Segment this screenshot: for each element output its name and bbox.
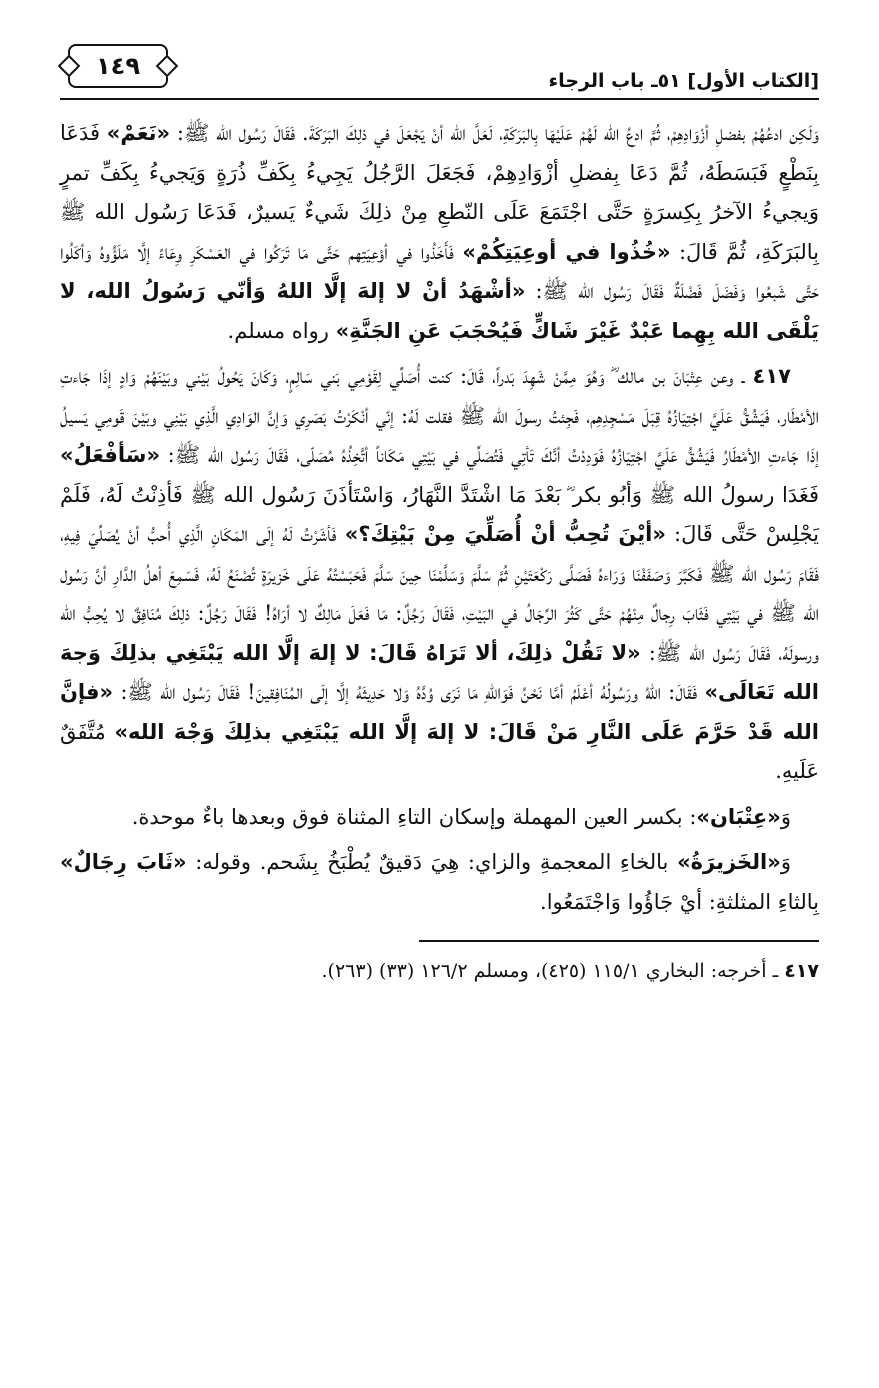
page-number-text: ١٤٩: [96, 52, 140, 80]
running-head: [الكتاب الأول] ٥١ـ باب الرجاء: [548, 70, 819, 92]
note-term: «ثَابَ رِجَالٌ»: [60, 850, 187, 874]
quote: «نَعَمْ»: [106, 121, 171, 145]
page-number: [68, 44, 168, 88]
main-text: [60, 114, 819, 922]
text-run: فَدَعَا بِنَطْعٍ فَبَسَطَهُ، ثُمَّ دَعَا بِفضلِ أزْوَادِهِمْ، فَجَعَلَ الرَّجُلُ يَجِيءُ بِكَفِّ ذُرَةٍ وَيَجيءُ بِكَفِّ تمرٍ وَيجيءُ الآخرُ بِكِسرَةٍ حَتَّى اجْتَمَعَ عَلَى النّطعِ مِنْ ذلِكَ شَيءٌ يَسيرٌ، فَدَعَا رَسُول الله ﷺ بِالبَرَكَةِ، ثُمَّ قَالَ:: [60, 121, 820, 264]
note-term: «عِتْبَان»: [696, 804, 781, 829]
quote: «لا تَقُلْ ذلِكَ، ألا تَرَاهُ قَالَ: لا إلهَ إلَّا الله يَبْتَغِي بذلِكَ وَجهَ الله تَعَالَى»: [60, 640, 819, 704]
quote: «فإنَّ الله قَدْ حَرَّمَ عَلَى النَّارِ مَنْ قَالَ: لا إلهَ إلَّا الله يَبْتَغِي بذلِكَ وَجْهَ الله»: [60, 680, 819, 744]
footnote: [60, 956, 819, 986]
text-run: وَ: [780, 804, 791, 829]
text-run: رواه مسلم.: [227, 318, 336, 343]
footnote-text: ـ أخرجه: البخاري ١١٥/١ (٤٢٥)، ومسلم ١٢٦/٢ (٣٣) (٢٦٣).: [321, 960, 785, 982]
text-run: فَغَدَا رسولُ الله ﷺ وَأبُو بكر ؓ بَعْدَ مَا اشْتَدَّ النَّهَارُ، وَاسْتَأذَنَ رَسُول الله ﷺ فَأذِنْتُ لَهُ، فَلَمْ يَجْلِسْ حَتَّى قَالَ:: [60, 482, 819, 546]
note-itban: [60, 798, 819, 838]
paragraph-hadith-417: [60, 357, 819, 792]
text-run: ـ وعن عِتْبَانَ بن مالك ؓ وَهُوَ مِمَّنْ شَهِدَ بَدراً، قَالَ: كنت أُصَلِّي لِقَوْمِي بَني سَالِمٍ، وَكَانَ يَحُولُ بَيْني وبَيْنَهُمْ وَادٍ إذَا جَاءتِ الأمْطَار، فَيَشُقُّ عَلَيَّ اجْتِيَازُهُ قِبَلَ مَسْجِدِهِم، فَجِئتُ رسولَ الله ﷺ فقلت لَهُ: إنّي أنْكَرْتُ بَصَرِي وَإنَّ الوَادِي الَّذِي بَيْنِي وبَيْنَ قَومِي يَسيلُ إذَا جَاءتِ الأمْطَارُ فَيَشُقُّ عَلَيَّ اجْتِيَازُهُ فَوَدِدْتُ أنَّكَ تَأتِي فَتُصَلِّي في بَيْتِي مَكَاناً أتَّخِذُهُ مُصَلّى، فَقَالَ رَسُول الله ﷺ:: [60, 364, 820, 467]
note-term: «الخَزيرَةُ»: [677, 850, 781, 874]
text-run: وَ: [780, 850, 791, 874]
note-khazira: [60, 843, 819, 922]
page-header: [60, 40, 819, 100]
book-page: [60, 40, 819, 1348]
text-run: فَأَخَذُوا في أوْعِيَتِهم حَتَّى مَا تَرَكُوا في العَسْكَرِ وِعَاءً إلَّا مَلَؤُوهُ وَأكَلُوا حَتَّى شَبعُوا وَفَضَلَ فَضْلَةٌ فَقَالَ رَسُول الله ﷺ:: [60, 239, 819, 303]
quote: «أشْهَدُ أنْ لا إلهَ إلَّا اللهُ وَأنّي رَسُولُ الله، لا يَلْقَى الله بِهِما عَبْدٌ غَيْرَ شَاكٍّ فَيُحْجَبَ عَنِ الجَنَّةِ»: [60, 279, 819, 343]
footnote-number: ٤١٧: [784, 960, 819, 982]
text-run: فَقَالَ: اللهُ ورَسُولُهُ أعْلَمُ أمَّا نَحْنُ فَوَاللهِ مَا نَرَى وُدَّهُ وَلا حَدِيثَهُ إلَّا إلَى المُنَافِقينَ! فَقَالَ رَسُول الله ﷺ:: [113, 680, 705, 704]
hadith-number: ٤١٧: [752, 364, 791, 388]
quote: «أيْنَ تُحِبُّ أنْ أُصَلِّيَ مِنْ بَيْتِكَ؟»: [344, 522, 666, 546]
text-run: وَلَكِن ادعُهُمْ بفضلِ أزْوَادِهِمْ، ثُمَّ ادعُ الله لَهُمْ عَلَيْهَا بِالبَرَكَةِ، لَعَلَّ الله أنْ يَجْعَلَ في ذلِكَ البَرَكَةَ. فَقَالَ رَسُول الله ﷺ:: [170, 121, 819, 145]
text-run: : بكسر العين المهملة وإسكان التاءِ المثناة فوق وبعدها باءٌ موحدة.: [131, 804, 697, 829]
text-run: مُتَّفَقٌ عَلَيهِ.: [60, 719, 819, 783]
quote: «خُذُوا في أوعِيَتِكُمْ»: [462, 239, 671, 264]
text-run: بِالثاءِ المثلثةِ: أيْ جَاؤُوا وَاجْتَمَعُوا.: [540, 889, 819, 914]
text-run: فَأشَرْتُ لَهُ إلَى المَكَانِ الَّذِي أُحبُّ أنْ يُصَلِّيَ فِيهِ، فَقَامَ رَسُول الله ﷺ فَكَبَّرَ وَصَفَفْنَا وَرَاءهُ فَصَلَّى رَكْعَتَيْنِ ثُمَّ سَلَّمَ وَسَلَّمْنَا حِينَ سَلَّمَ فَحَبَسْتُهُ عَلَى خَزيرَةٍ تُصْنَعُ لَهُ، فَسَمِعَ أهلُ الدَّارِ أنَّ رَسُول الله ﷺ في بَيْتِي فَثَابَ رِجالٌ مِنْهُمْ حَتَّى كَثُرَ الرِّجَالُ في البَيْتِ، فَقَالَ رَجُلٌ: مَا فَعَلَ مَالِكٌ لا أرَاهُ! فَقَالَ رَجُلٌ: ذلِكَ مُنَافِقٌ لا يُحِبُّ الله ورسولَهُ، فَقَالَ رَسُول الله ﷺ:: [60, 522, 819, 665]
footnote-divider: [419, 940, 819, 942]
quote: «سَأفْعَلُ»: [60, 443, 161, 467]
text-run: بالخاءِ المعجمةِ والزاي: هِيَ دَقيقٌ يُطْبَخُ بِشَحم. وقوله:: [186, 850, 678, 874]
paragraph-continued-hadith: [60, 114, 819, 351]
